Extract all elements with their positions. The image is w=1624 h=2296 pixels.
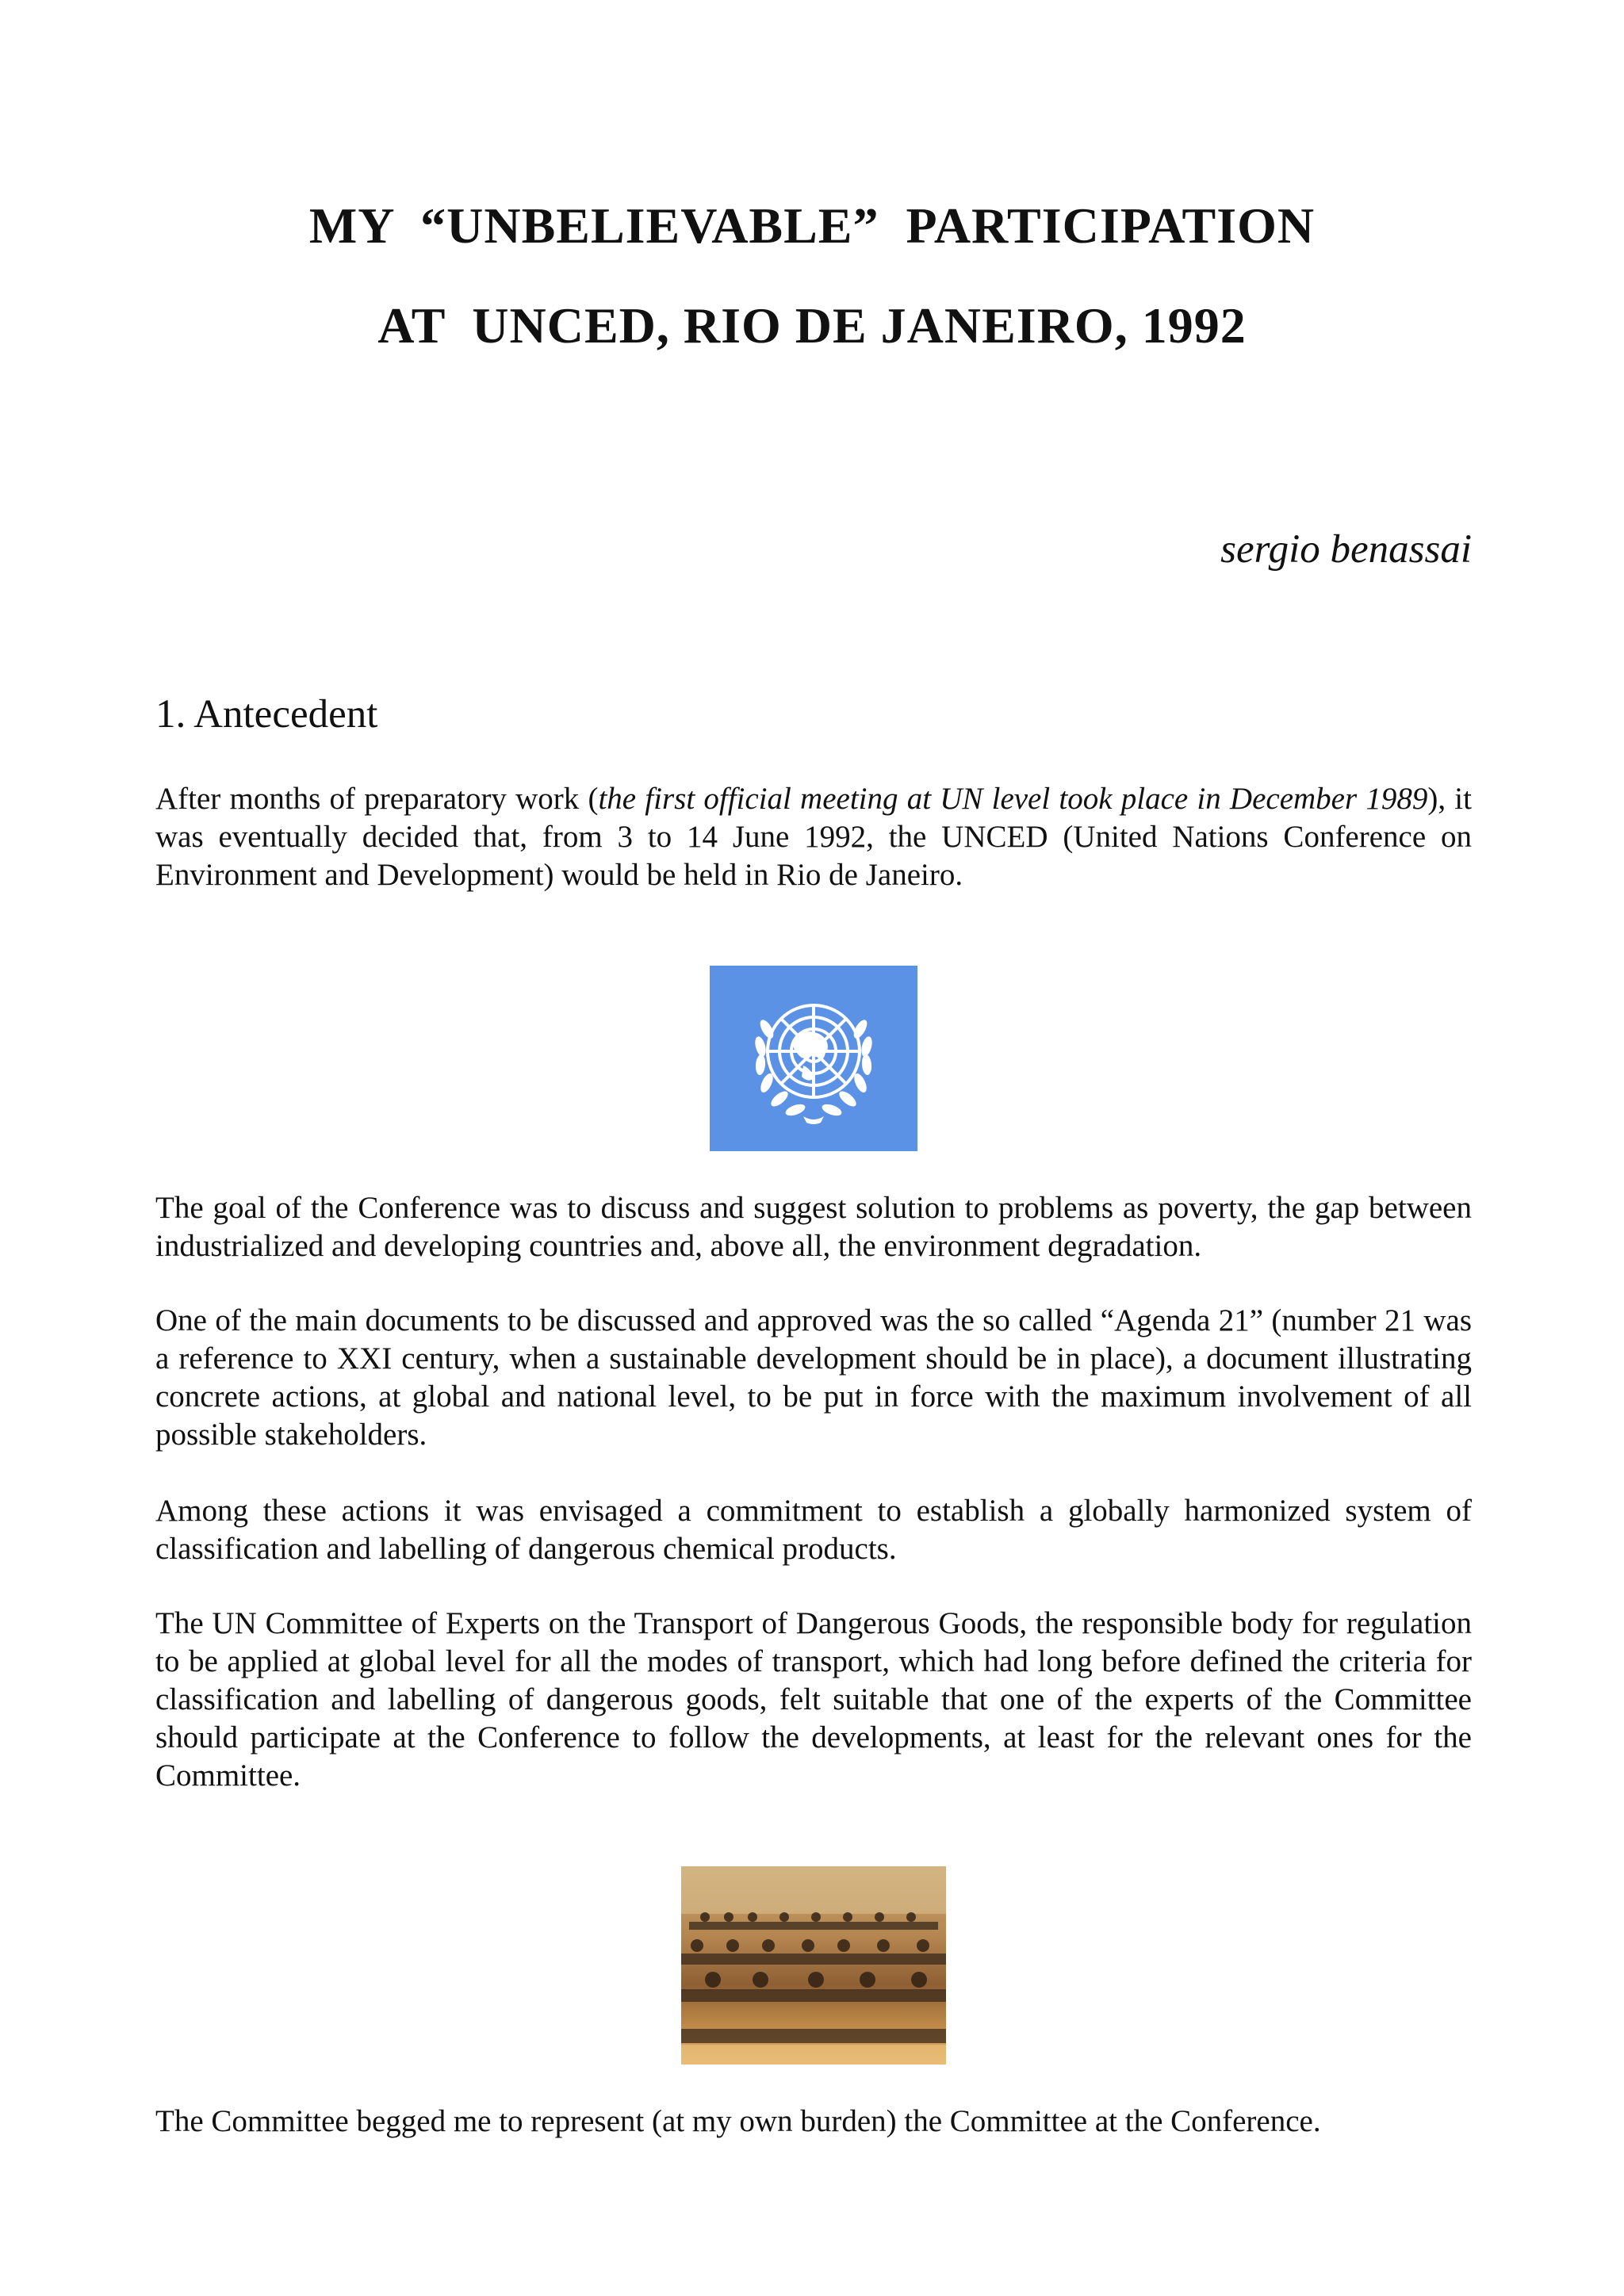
committee-paragraph: The UN Committee of Experts on the Transport of Dangerous Goods, the responsible body for regulation to be applied at global level for all the modes of transport, which had long before defined the criteria for classification and labelling of dangerous goods, felt suitable that one of the experts of the Committee should participate at the Conference to follow the developments, at least for the relevant ones for the Committee. — [155, 1606, 1472, 1793]
title-line-2: AT UNCED, RIO DE JANEIRO, 1992 — [377, 297, 1247, 354]
author-name: sergio benassai — [1220, 527, 1472, 572]
conference-room-photo — [681, 1866, 946, 2064]
actions-paragraph: Among these actions it was envisaged a commitment to establish a globally harmonized system of classification and labelling of dangerous chemical products. — [155, 1494, 1472, 1566]
begged-paragraph: The Committee begged me to represent (at my own burden) the Committee at the Conference. — [155, 2104, 1321, 2138]
intro-lead: After months of preparatory work ( — [155, 782, 599, 816]
agenda-paragraph: One of the main documents to be discussed and approved was the so called “Agenda 21” (number 21 was a reference to XXI century, when a sustainable development should be in place), a document illustrating concrete actions, at global and national level, to be put in force with the maximum involvement of all possible stakeholders. — [155, 1303, 1472, 1452]
intro-paragraph — [155, 780, 1472, 894]
section-heading: 1. Antecedent — [155, 692, 378, 737]
goal-paragraph: The goal of the Conference was to discuss and suggest solution to problems as poverty, the gap between industrialized and developing countries and, above all, the environment degradation. — [155, 1191, 1472, 1263]
intro-italic: the first official meeting at UN level took place in December 1989 — [598, 782, 1428, 816]
un-emblem-icon — [710, 966, 917, 1151]
title-line-1: MY “UNBELIEVABLE” PARTICIPATION — [308, 197, 1316, 254]
intro-rest: ), it was eventually decided that, from 3 to 14 June 1992, the UNCED (United Nations Conference on Environment and Development) would be held in Rio de Janeiro. — [155, 782, 1472, 892]
